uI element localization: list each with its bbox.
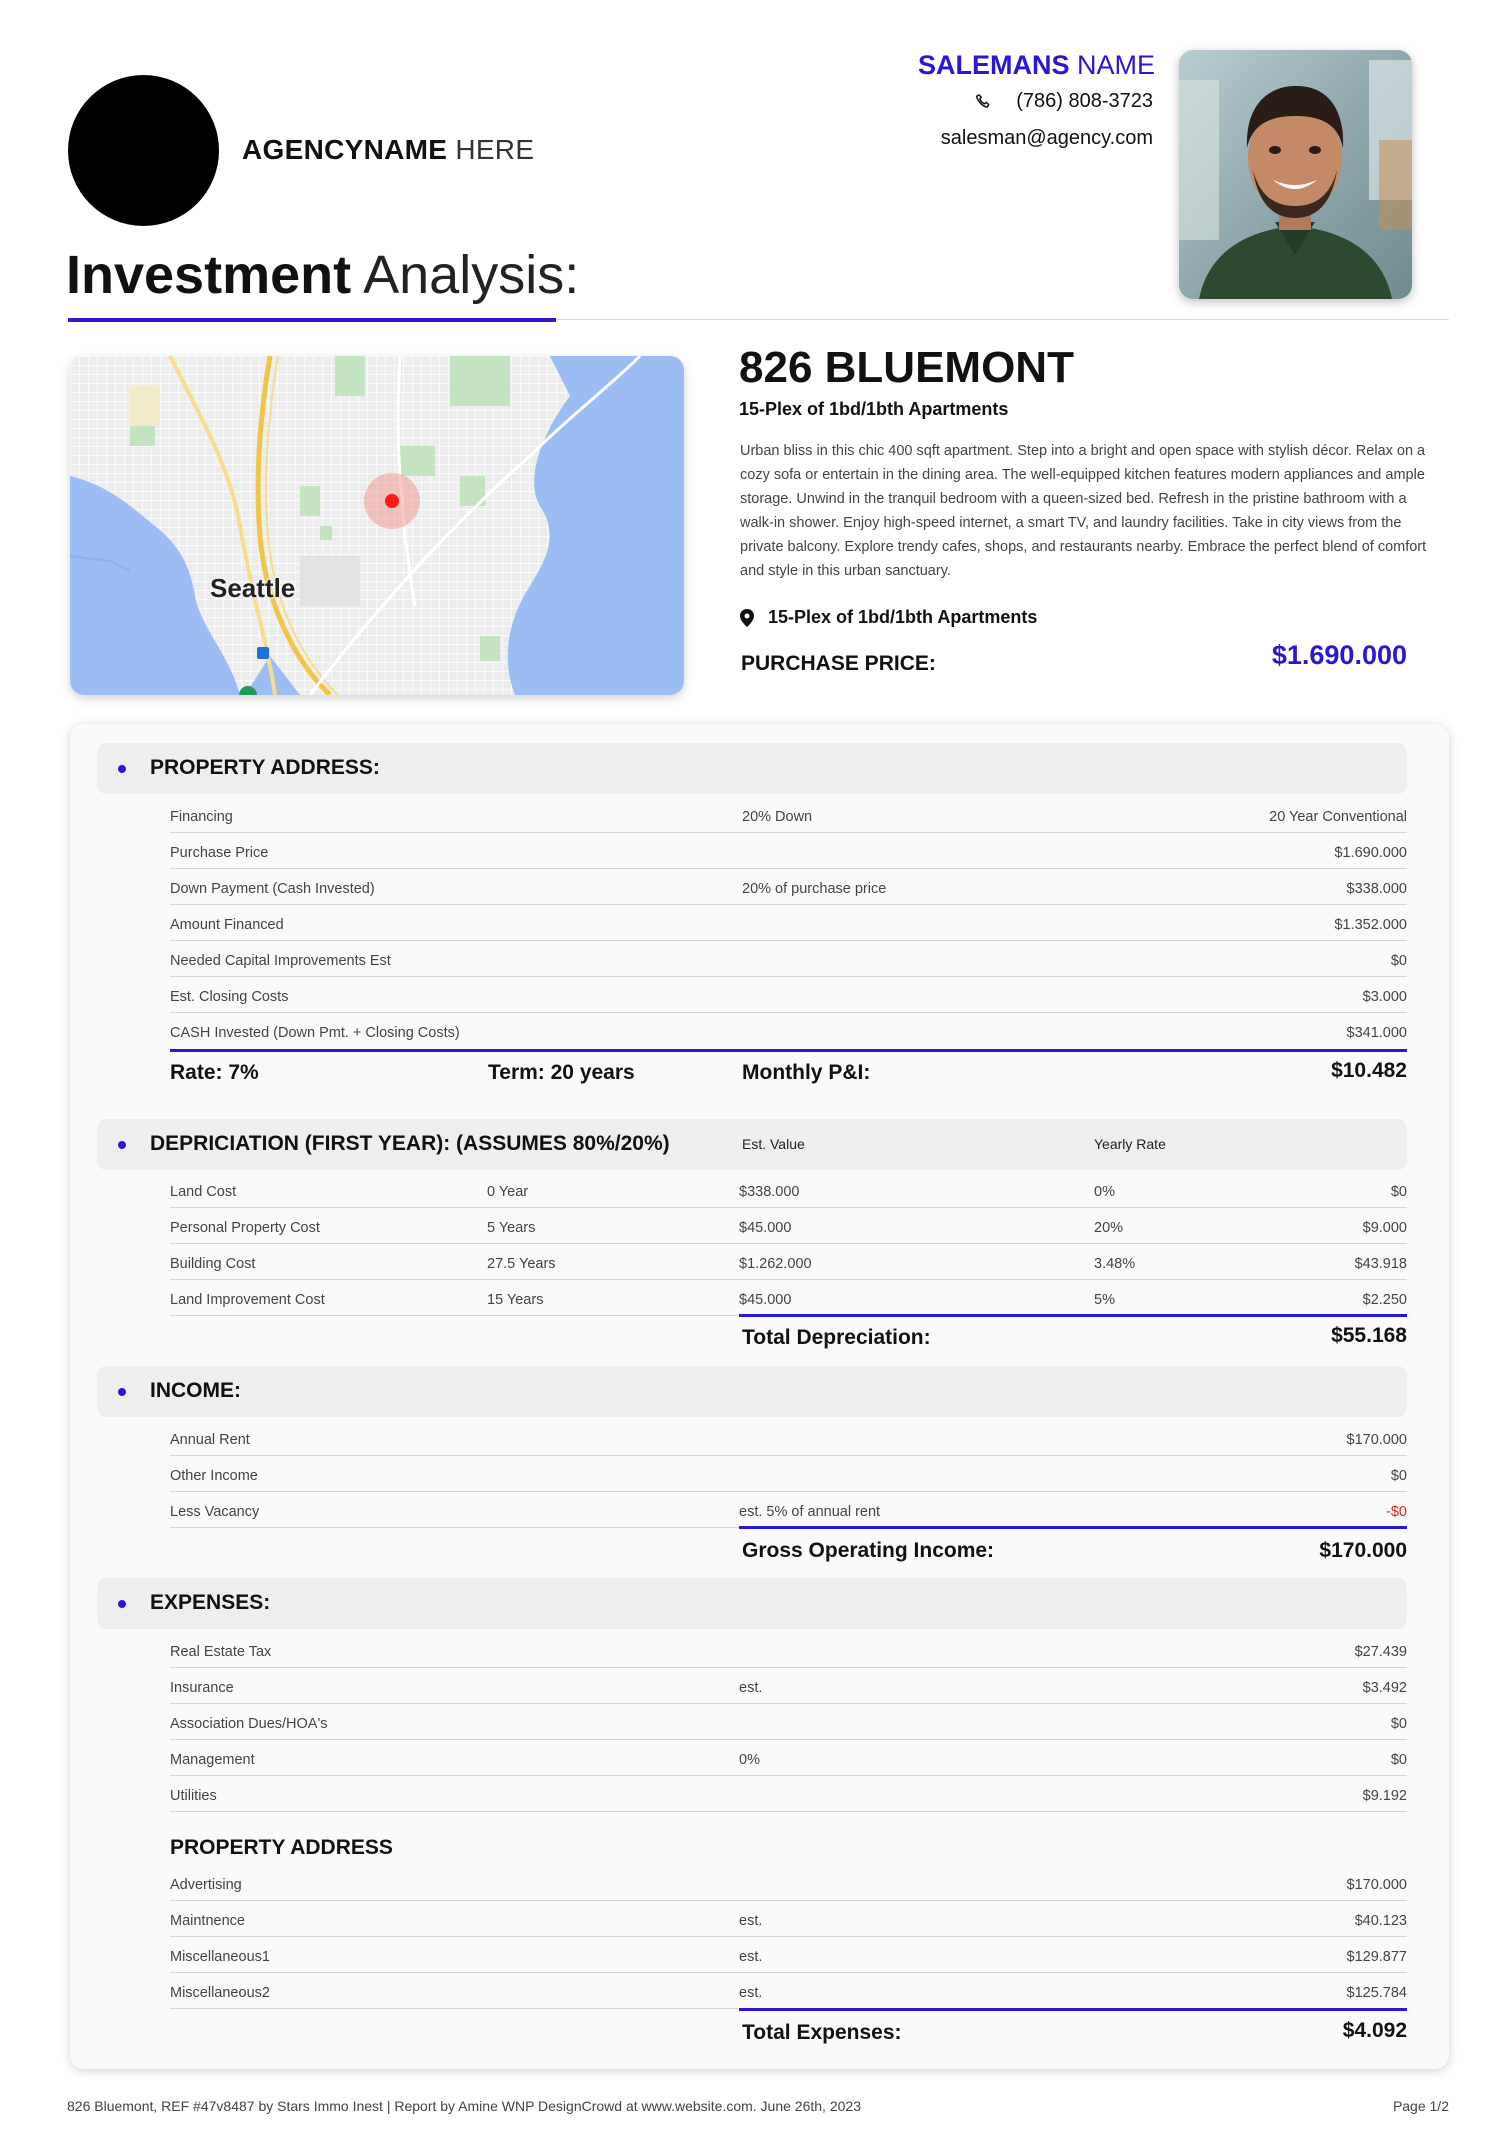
table-row: Insurance est. $3.492 <box>170 1668 1407 1704</box>
total-depreciation-label: Total Depreciation: <box>742 1326 931 1349</box>
monthly-pi-value: $10.482 <box>1331 1059 1407 1082</box>
table-row: Land Improvement Cost 15 Years $45.000 5% $2.250 <box>170 1280 1407 1316</box>
property-location <box>740 607 1037 628</box>
page-number: Page 1/2 <box>1392 2098 1449 2114</box>
purchase-price-value: $1.690.000 <box>1271 640 1407 670</box>
table-row: Miscellaneous2 est. $125.784 <box>170 1973 1407 2009</box>
title-divider <box>556 319 1449 320</box>
table-row: Management 0% $0 <box>170 1740 1407 1776</box>
term-label: Term: 20 years <box>488 1061 635 1084</box>
map-city-label: Seattle <box>210 573 296 603</box>
table-row: Maintnence est. $40.123 <box>170 1901 1407 1937</box>
col-yearly-rate: Yearly Rate <box>1094 1136 1166 1152</box>
agency-logo <box>68 75 219 226</box>
bullet-dot <box>118 1600 126 1608</box>
col-est-value: Est. Value <box>742 1136 805 1152</box>
income-total-line <box>739 1526 1407 1529</box>
table-row: Purchase Price $1.690.000 <box>170 833 1407 869</box>
monthly-pi-label: Monthly P&I: <box>742 1061 871 1084</box>
section-expenses-header <box>97 1578 1407 1629</box>
property-subtitle: 15-Plex of 1bd/1bth Apartments <box>739 399 1009 419</box>
title-underline <box>68 318 556 322</box>
total-depreciation-value: $55.168 <box>1331 1324 1407 1347</box>
gross-income-label: Gross Operating Income: <box>742 1539 995 1562</box>
section-financing-header <box>97 743 1407 794</box>
table-row: Land Cost 0 Year $338.000 0% $0 <box>170 1172 1407 1208</box>
location-map[interactable] <box>70 356 684 695</box>
table-row: Financing 20% Down 20 Year Conventional <box>170 797 1407 833</box>
table-row: Less Vacancy est. 5% of annual rent -$0 <box>170 1492 1407 1528</box>
salesman-phone-text: (786) 808-3723 <box>1016 90 1153 112</box>
section-expenses-title: EXPENSES: <box>150 1591 271 1614</box>
salesman-photo <box>1179 50 1412 299</box>
table-row: Personal Property Cost 5 Years $45.000 20% $9.000 <box>170 1208 1407 1244</box>
table-row: Est. Closing Costs $3.000 <box>170 977 1407 1013</box>
table-row: Down Payment (Cash Invested) 20% of purchase price $338.000 <box>170 869 1407 905</box>
expenses-total-line <box>739 2008 1407 2011</box>
property-description: Urban bliss in this chic 400 sqft apartment. Step into a bright and open space with stylish décor. Relax on a cozy sofa or entertain in the dining area. The well-equipped kitchen features modern appliances and ample storage. Unwind in the tranquil bedroom with a queen-sized bed. Refresh in the pristine bathroom with a walk-in shower. Enjoy high-speed internet, a smart TV, and laundry facilities. Take in city views from the private balcony. Explore trendy cafes, shops, and restaurants nearby. Embrace the perfect blend of comfort and style in this urban sanctuary. <box>740 443 1427 579</box>
table-row: Building Cost 27.5 Years $1.262.000 3.48% $43.918 <box>170 1244 1407 1280</box>
section-depreciation-title: DEPRICIATION (FIRST YEAR): (ASSUMES 80%/20%) <box>150 1132 670 1155</box>
total-expenses-label: Total Expenses: <box>742 2021 902 2044</box>
purchase-price-label: PURCHASE PRICE: <box>741 652 936 675</box>
table-row: Amount Financed $1.352.000 <box>170 905 1407 941</box>
salesman-phone[interactable] <box>974 90 1153 113</box>
bullet-dot <box>118 1141 126 1149</box>
page-title: Investment Analysis: <box>66 245 580 305</box>
table-row: CASH Invested (Down Pmt. + Closing Costs) $341.000 <box>170 1025 1407 1041</box>
bullet-dot <box>118 1388 126 1396</box>
table-row: Utilities $9.192 <box>170 1776 1407 1812</box>
table-row: Real Estate Tax $27.439 <box>170 1632 1407 1668</box>
section-depreciation-header <box>97 1119 1407 1170</box>
section-financing-title: PROPERTY ADDRESS: <box>150 756 380 779</box>
property-location-text: 15-Plex of 1bd/1bth Apartments <box>768 607 1038 627</box>
phone-icon <box>974 93 992 111</box>
salesman-email[interactable]: salesman@agency.com <box>940 127 1153 149</box>
section-income-header <box>97 1366 1407 1417</box>
property-title: 826 BLUEMONT <box>739 343 1074 392</box>
section-income-title: INCOME: <box>150 1379 241 1402</box>
rate-label: Rate: 7% <box>170 1061 259 1084</box>
table-row: Advertising $170.000 <box>170 1865 1407 1901</box>
table-row: Needed Capital Improvements Est $0 <box>170 941 1407 977</box>
table-row: Association Dues/HOA's $0 <box>170 1704 1407 1740</box>
financing-total-line <box>170 1049 1407 1052</box>
agency-name: AGENCYNAME HERE <box>242 134 535 165</box>
table-row: Annual Rent $170.000 <box>170 1420 1407 1456</box>
expenses-subheading: PROPERTY ADDRESS <box>170 1836 393 1859</box>
table-row: Miscellaneous1 est. $129.877 <box>170 1937 1407 1973</box>
gross-income-value: $170.000 <box>1319 1539 1407 1562</box>
footer-text: 826 Bluemont, REF #47v8487 by Stars Immo Inest | Report by Amine WNP DesignCrowd at www.website.com. June 26th, 2023 <box>67 2098 861 2114</box>
bullet-dot <box>118 765 126 773</box>
depreciation-total-line <box>739 1314 1407 1317</box>
table-row: Other Income $0 <box>170 1456 1407 1492</box>
location-pin-icon <box>740 609 754 627</box>
total-expenses-value: $4.092 <box>1342 2019 1407 2042</box>
salesman-name: SALEMANS NAME <box>917 50 1155 80</box>
